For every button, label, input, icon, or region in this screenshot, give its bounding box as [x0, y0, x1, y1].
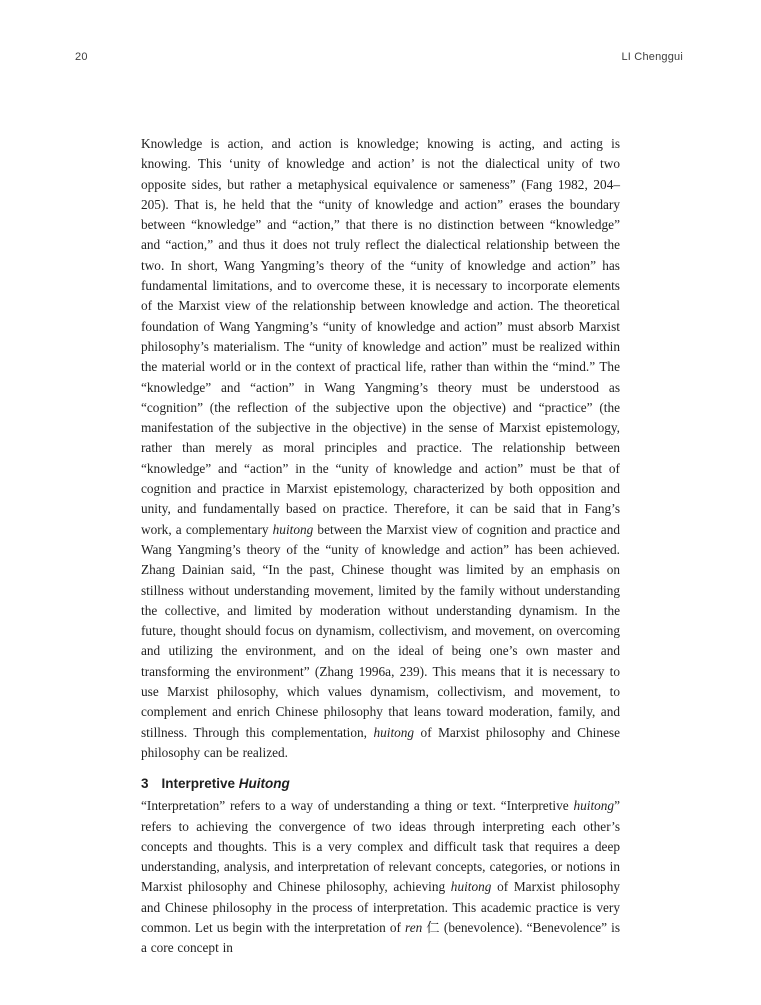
section-number: 3 [141, 776, 149, 792]
text-segment: of Marxist philosophy and Chinese philosophy in the process of interpretation. This academic practice is very common. Let us begin with the interpretation of [141, 879, 620, 935]
running-head-author: LI Chenggui [621, 51, 683, 63]
text-segment: 仁 (benevolence). “Benevolence” is a core concept in [141, 919, 620, 956]
paragraph-interpretive-huitong [141, 796, 620, 958]
section-heading [141, 774, 620, 793]
running-head [75, 51, 683, 63]
article-body [141, 134, 620, 959]
page-number: 20 [75, 51, 88, 63]
italic-term: Huitong [238, 776, 290, 792]
italic-term: huitong [573, 798, 615, 814]
text-segment: of Marxist philosophy and Chinese philosophy can be realized. [141, 724, 621, 760]
text-segment: between the Marxist view of cognition and practice and Wang Yangming’s theory of the “unity of knowledge and action” has been achieved. Zhang Dainian said, “In the past, Chinese thought was limited by an emphasis on stillness without understanding movement, limited by the family without understanding the collective, and limited by moderation without understanding dynamism. In the future, thought should focus on dynamism, collectivism, and movement, on overcoming and utilizing the environment, and on the ideal of being one’s own master and transforming the environment” (Zhang 1996a, 239). This means that it is necessary to use Marxist philosophy, which values dynamism, collectivism, and movement, to complement and enrich Chinese philosophy that leans toward moderation, family, and stillness. Through this complementation, [141, 521, 620, 740]
text-segment: Knowledge is action, and action is knowledge; knowing is acting, and acting is knowing. This ‘unity of knowledge and action’ is not the dialectical unity of two opposite sides, but rather a metaphysical equivalence or sameness” (Fang 1982, 204–205). That is, he held that the “unity of knowledge and action” erases the boundary between “knowledge” and “action,” that there is no distinction between “knowledge” and “action,” and thus it does not truly reflect the dialectical relationship between the two. In short, Wang Yangming’s theory of the “unity of knowledge and action” has fundamental limitations, and to overcome these, it is necessary to incorporate elements of the Marxist view of the relationship between knowledge and action. The theoretical foundation of Wang Yangming’s “unity of knowledge and action” must absorb Marxist philosophy’s materialism. The “unity of knowledge and action” must be realized within the material world or in the context of practical life, rather than within the “mind.” The “knowledge” and “action” in Wang Yangming’s theory must be understood as “cognition” (the reflection of the subjective upon the objective) and “practice” (the manifestation of the subjective in the objective) in the sense of Marxist epistemology, rather than merely as moral principles and practice. The relationship between “knowledge” and “action” in the “unity of knowledge and action” must be that of cognition and practice in Marxist epistemology, characterized by both opposition and unity, and fundamentally based on practice. Therefore, it can be said that in Fang’s work, a complementary [141, 136, 620, 537]
italic-term: huitong [450, 879, 492, 895]
text-segment: ” refers to achieving the convergence of two ideas through interpreting each other’s concepts and thoughts. This is a very complex and difficult task that requires a deep understanding, analysis, and interpretation of relevant concepts, categories, or notions in Marxist philosophy and Chinese philosophy, achieving [141, 798, 620, 895]
italic-term: huitong [272, 521, 314, 537]
section-title [162, 776, 290, 791]
italic-term: ren [405, 919, 423, 935]
text-segment: “Interpretation” refers to a way of understanding a thing or text. “Interpretive [141, 798, 574, 814]
italic-term: huitong [373, 724, 415, 740]
text-segment: Interpretive [161, 776, 239, 792]
paragraph-knowledge-action [141, 134, 620, 763]
